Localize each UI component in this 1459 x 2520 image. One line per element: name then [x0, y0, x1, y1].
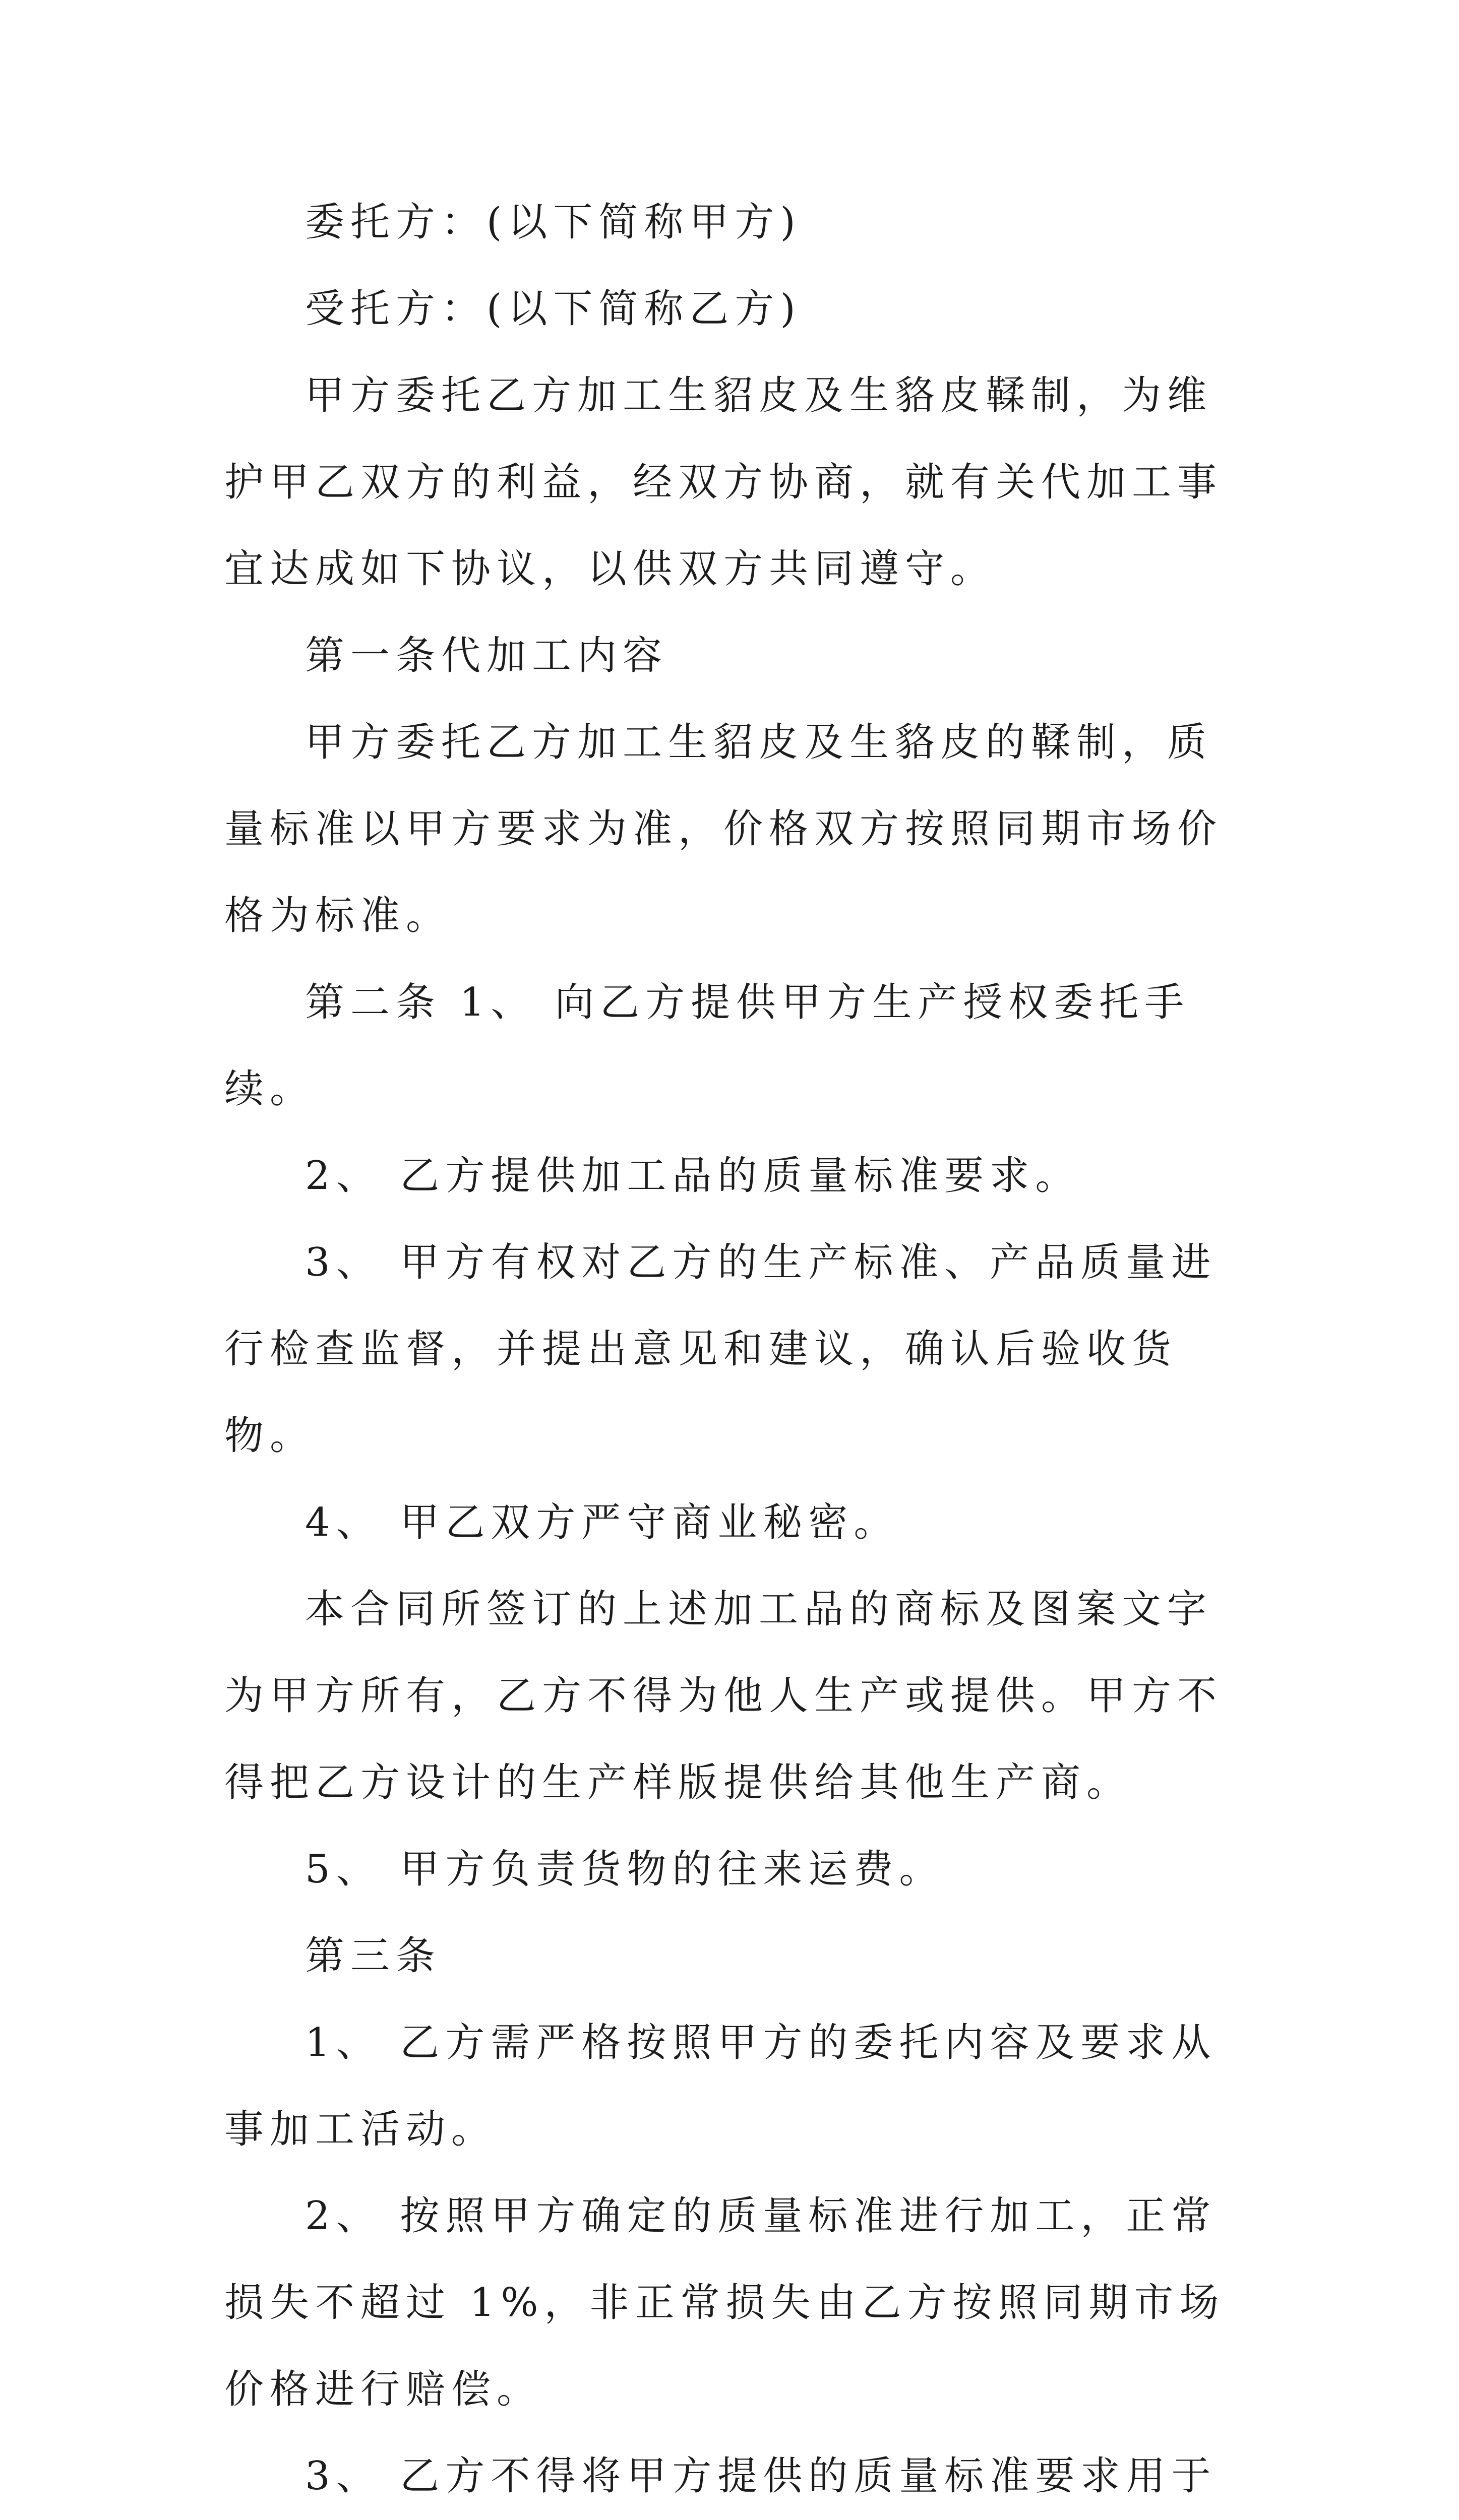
paragraph-trademark: 本合同所签订的上述加工品的商标及图案文字为甲方所有，乙方不得为他人生产或提供。甲方不得把乙方设计的生产样版提供给其他生产商。	[224, 1587, 1223, 1805]
paragraph-principal: 委托方：(以下简称甲方)	[305, 200, 802, 245]
paragraph-article-3-item-3: 3、 乙方不得将甲方提供的质量标准要求用于	[305, 2453, 1217, 2499]
paragraph-article-2-item-4: 4、 甲乙双方严守商业秘密。	[305, 1500, 899, 1545]
paragraph-article-1: 甲方委托乙方加工生貂皮及生貉皮的鞣制，质量标准以甲方要求为准，价格双方按照同期市场价格为标准。	[224, 720, 1223, 938]
paragraph-article-2-item-1: 第二条 1、 向乙方提供甲方生产授权委托手续。	[224, 980, 1190, 1112]
heading-article-3: 第三条	[305, 1933, 442, 1979]
paragraph-agent: 受托方：(以下简称乙方)	[305, 286, 802, 332]
paragraph-intro: 甲方委托乙方加工生貂皮及生貉皮鞣制，为维护甲乙双方的利益，经双方协商，就有关代加工事宜达成如下协议，以供双方共同遵守。	[224, 373, 1223, 592]
heading-article-1: 第一条代加工内容	[305, 633, 668, 678]
paragraph-article-2-item-5: 5、 甲方负责货物的往来运费。	[305, 1847, 945, 1892]
paragraph-article-2-item-2: 2、 乙方提供加工品的质量标准要求。	[305, 1153, 1081, 1199]
paragraph-article-2-item-3: 3、 甲方有权对乙方的生产标准、产品质量进行检查监督，并提出意见和建议，确认后验收货物。	[224, 1240, 1217, 1459]
paragraph-article-3-item-2: 2、 按照甲方确定的质量标准进行加工，正常损失不超过 1%，非正常损失由乙方按照同期市场价格进行赔偿。	[224, 2193, 1225, 2412]
paragraph-article-3-item-1: 1、 乙方需严格按照甲方的委托内容及要求从事加工活动。	[224, 2020, 1217, 2152]
document-body	[224, 179, 1253, 2520]
